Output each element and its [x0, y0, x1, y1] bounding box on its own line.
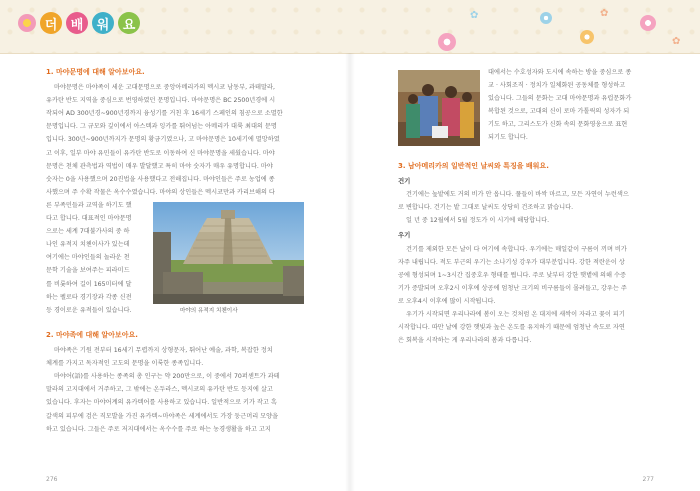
body-line: 를 비롯하여 길이 165미터에 달 — [46, 280, 132, 288]
body-line: 교 · 사회조직 · 정치가 일체화된 공동체를 형성하고 — [488, 82, 626, 90]
left-column-top — [46, 66, 308, 199]
body-line: 마야족은 기원 전부터 16세기 무렵까지 상형문자, 뛰어난 예술, 과학, 복잡한 정치 — [54, 347, 273, 355]
body-line: 갈색의 피부에 검은 직모발을 가진 유카텍~마야족은 세계에서도 가장 둥근머리 모양을 — [46, 412, 279, 420]
body-line: 체계를 가지고 독자적인 고도의 문명을 이룩한 종족입니다. — [46, 360, 204, 368]
body-line: 나인 유적지 치첸이사가 있는데 — [46, 241, 130, 249]
body-line: 여기에는 마야인들의 놀라운 천 — [46, 254, 130, 262]
title-char: 요 — [118, 12, 140, 34]
body-line: 하고 있습니다. 그들은 주로 저지대에서는 옥수수를 주로 하는 농경생활을 하고 고지 — [46, 425, 271, 433]
title-char: 배 — [66, 12, 88, 34]
section-1-title: 1. 마야문명에 대해 알아보아요. — [46, 68, 145, 76]
body-line: 작되어 AD 300년경~900년경까지 융성기를 거친 후 16세기 스페인의 침공으로 소멸한 — [46, 110, 283, 118]
body-line: 말라의 고지대에서 거주하고, 그 밖에는 온두라스, 멕시코의 유카탄 반도 등지에 살고 — [46, 386, 273, 394]
flower-icon — [640, 15, 656, 31]
body-line: 일 년 중 12월에서 5월 정도가 이 시기에 해당합니다. — [406, 217, 550, 225]
section-2-title: 2. 마야족에 대해 알아보아요. — [46, 331, 138, 339]
body-line: 입니다. 300년~900년까지가 문명의 황금기였으나, 고 마야문명은 10세기에 멸망하였 — [46, 136, 280, 144]
section-title-badge — [18, 12, 140, 34]
body-line: 고 이후, 일부 마야 유민들이 유카탄 반도로 이동하여 신 마야문명을 세웠습니다. 마야 — [46, 149, 275, 157]
body-line: 우기가 시작되면 우리나라에 봄이 오는 것처럼 온 대지에 새싹이 자라고 꽃이 피기 — [406, 311, 625, 319]
body-line: 대에서는 수호성자와 도시에 속하는 방을 중심으로 종 — [488, 69, 632, 76]
body-line: 으로는 세계 7대불가사의 중 하 — [46, 228, 130, 236]
right-intro — [488, 66, 660, 145]
section-3-title: 3. 남아메리카의 일반적인 날씨와 특징을 배워요. — [398, 162, 549, 170]
body-line: 기가 증발되며 오후2시 이후에 상공에 엄청난 크기의 비구름들이 몰려들고, 강우는 주 — [398, 284, 627, 292]
body-line: 되기도 합니다. — [488, 134, 528, 142]
body-line: 등 경이로운 유적들이 있습니다. — [46, 306, 132, 314]
body-line: 하는 펠로타 경기장과 각종 신전 — [46, 293, 132, 301]
body-line: 숫자는 0을 사용했으며 20진법을 사용했다고 전해집니다. 마야인들은 주로 농업에 종 — [46, 175, 275, 183]
body-line: 시작합니다. 따만 날에 강한 햇빛과 높은 온도를 유지하기 때문에 엄청난 속도로 자연 — [398, 324, 625, 332]
body-line: 다고 합니다. 대표적인 마야문명 — [46, 215, 132, 223]
body-line: 마야어(語)를 사용하는 종족의 총 인구는 약 200만으로, 이 중에서 70퍼센트가 과테 — [54, 373, 280, 381]
body-line: 른 부족민들과 교역을 하기도 했 — [46, 202, 132, 209]
body-line: 마야문명은 마야족이 세운 고대문명으로 중앙아메리카의 멕시코 남동부, 과테말라, — [54, 84, 275, 92]
body-line: 있습니다. 후자는 마야어계의 유카텍어를 사용하고 있습니다. 일반적으로 키가 작고 흑 — [46, 399, 277, 407]
body-line: 공에 형성되며 1~3시간 집중호우 형태를 띕니다. 주로 낮부터 강한 햇볕에 의해 수증 — [398, 271, 626, 279]
book-spine — [345, 53, 355, 491]
maya-people-photo — [398, 70, 480, 146]
body-line: 유카탄 반도 지역을 중심으로 번영하였던 문명입니다. 마야문명은 BC 2500년경에 시 — [46, 97, 276, 105]
body-line: 문학 기술을 보여주는 피라미드 — [46, 267, 130, 275]
star-icon: ✿ — [672, 36, 681, 47]
body-line: 문명입니다. 그 규모와 깊이에서 아스텍과 잉카를 뛰어넘는 아메리카 대륙 최대의 문명 — [46, 123, 277, 131]
section-1-body — [46, 81, 308, 199]
page-header — [0, 0, 700, 54]
left-column-bottom — [46, 329, 308, 436]
flower-icon — [540, 12, 552, 24]
body-line: 있습니다. 그들의 문화는 고대 마야문명과 유럽문화가 — [488, 95, 632, 103]
photo-caption: 마야의 유적지 치첸이사 — [180, 308, 238, 314]
page-number-right: 277 — [642, 476, 654, 483]
body-line: 건기에는 높밭에도 거의 비가 안 옵니다. 풀들이 바싹 마르고, 모든 자연이 누런색으 — [406, 191, 629, 199]
dry-season-heading: 건기 — [398, 177, 411, 186]
title-char: 더 — [40, 12, 62, 34]
left-wrap-column — [46, 199, 150, 317]
body-line: 복합된 것으로, 고대의 신이 로마 가톨릭의 성자가 되 — [488, 108, 630, 116]
body-line: 로 변합니다. 건기는 밭 그대로 날씨도 상당히 건조하고 맑습니다. — [398, 204, 574, 212]
body-line: 문명은 천체 관측법과 역법이 매우 발달했고 특히 마야 숫자가 매우 유명합니다. 마야 — [46, 162, 273, 170]
rainy-season-heading: 우기 — [398, 231, 411, 240]
body-line: 사했으며 주 수확 작물은 옥수수였습니다. 마야의 상인들은 멕시코만과 카리브해의 다 — [46, 188, 275, 196]
star-icon: ✿ — [470, 10, 479, 21]
body-line: 자주 내립니다. 적도 부근의 우기는 소나기성 강우가 대부분입니다. 강한 적란운이 상 — [398, 258, 625, 266]
right-column-main — [398, 160, 660, 347]
flower-icon — [18, 14, 36, 32]
body-line: 로 오후4시 이후에 많이 시작됩니다. — [398, 297, 496, 305]
page-number-left: 276 — [46, 476, 58, 483]
chichen-itza-photo — [153, 202, 304, 304]
title-char: 워 — [92, 12, 114, 34]
flower-icon — [438, 33, 456, 51]
body-line: 은 회복을 시작하는 게 우리나라의 봄과 다릅니다. — [398, 337, 532, 345]
flower-icon — [580, 30, 594, 44]
body-line: 건기를 제외한 모든 날이 다 여기에 속합니다. 우기에는 매일같이 구름이 끼며 비가 — [406, 245, 627, 253]
star-icon: ✿ — [600, 8, 609, 19]
body-line: 기도 하고, 그리스도가 신화 속의 문화영웅으로 표현 — [488, 121, 628, 129]
